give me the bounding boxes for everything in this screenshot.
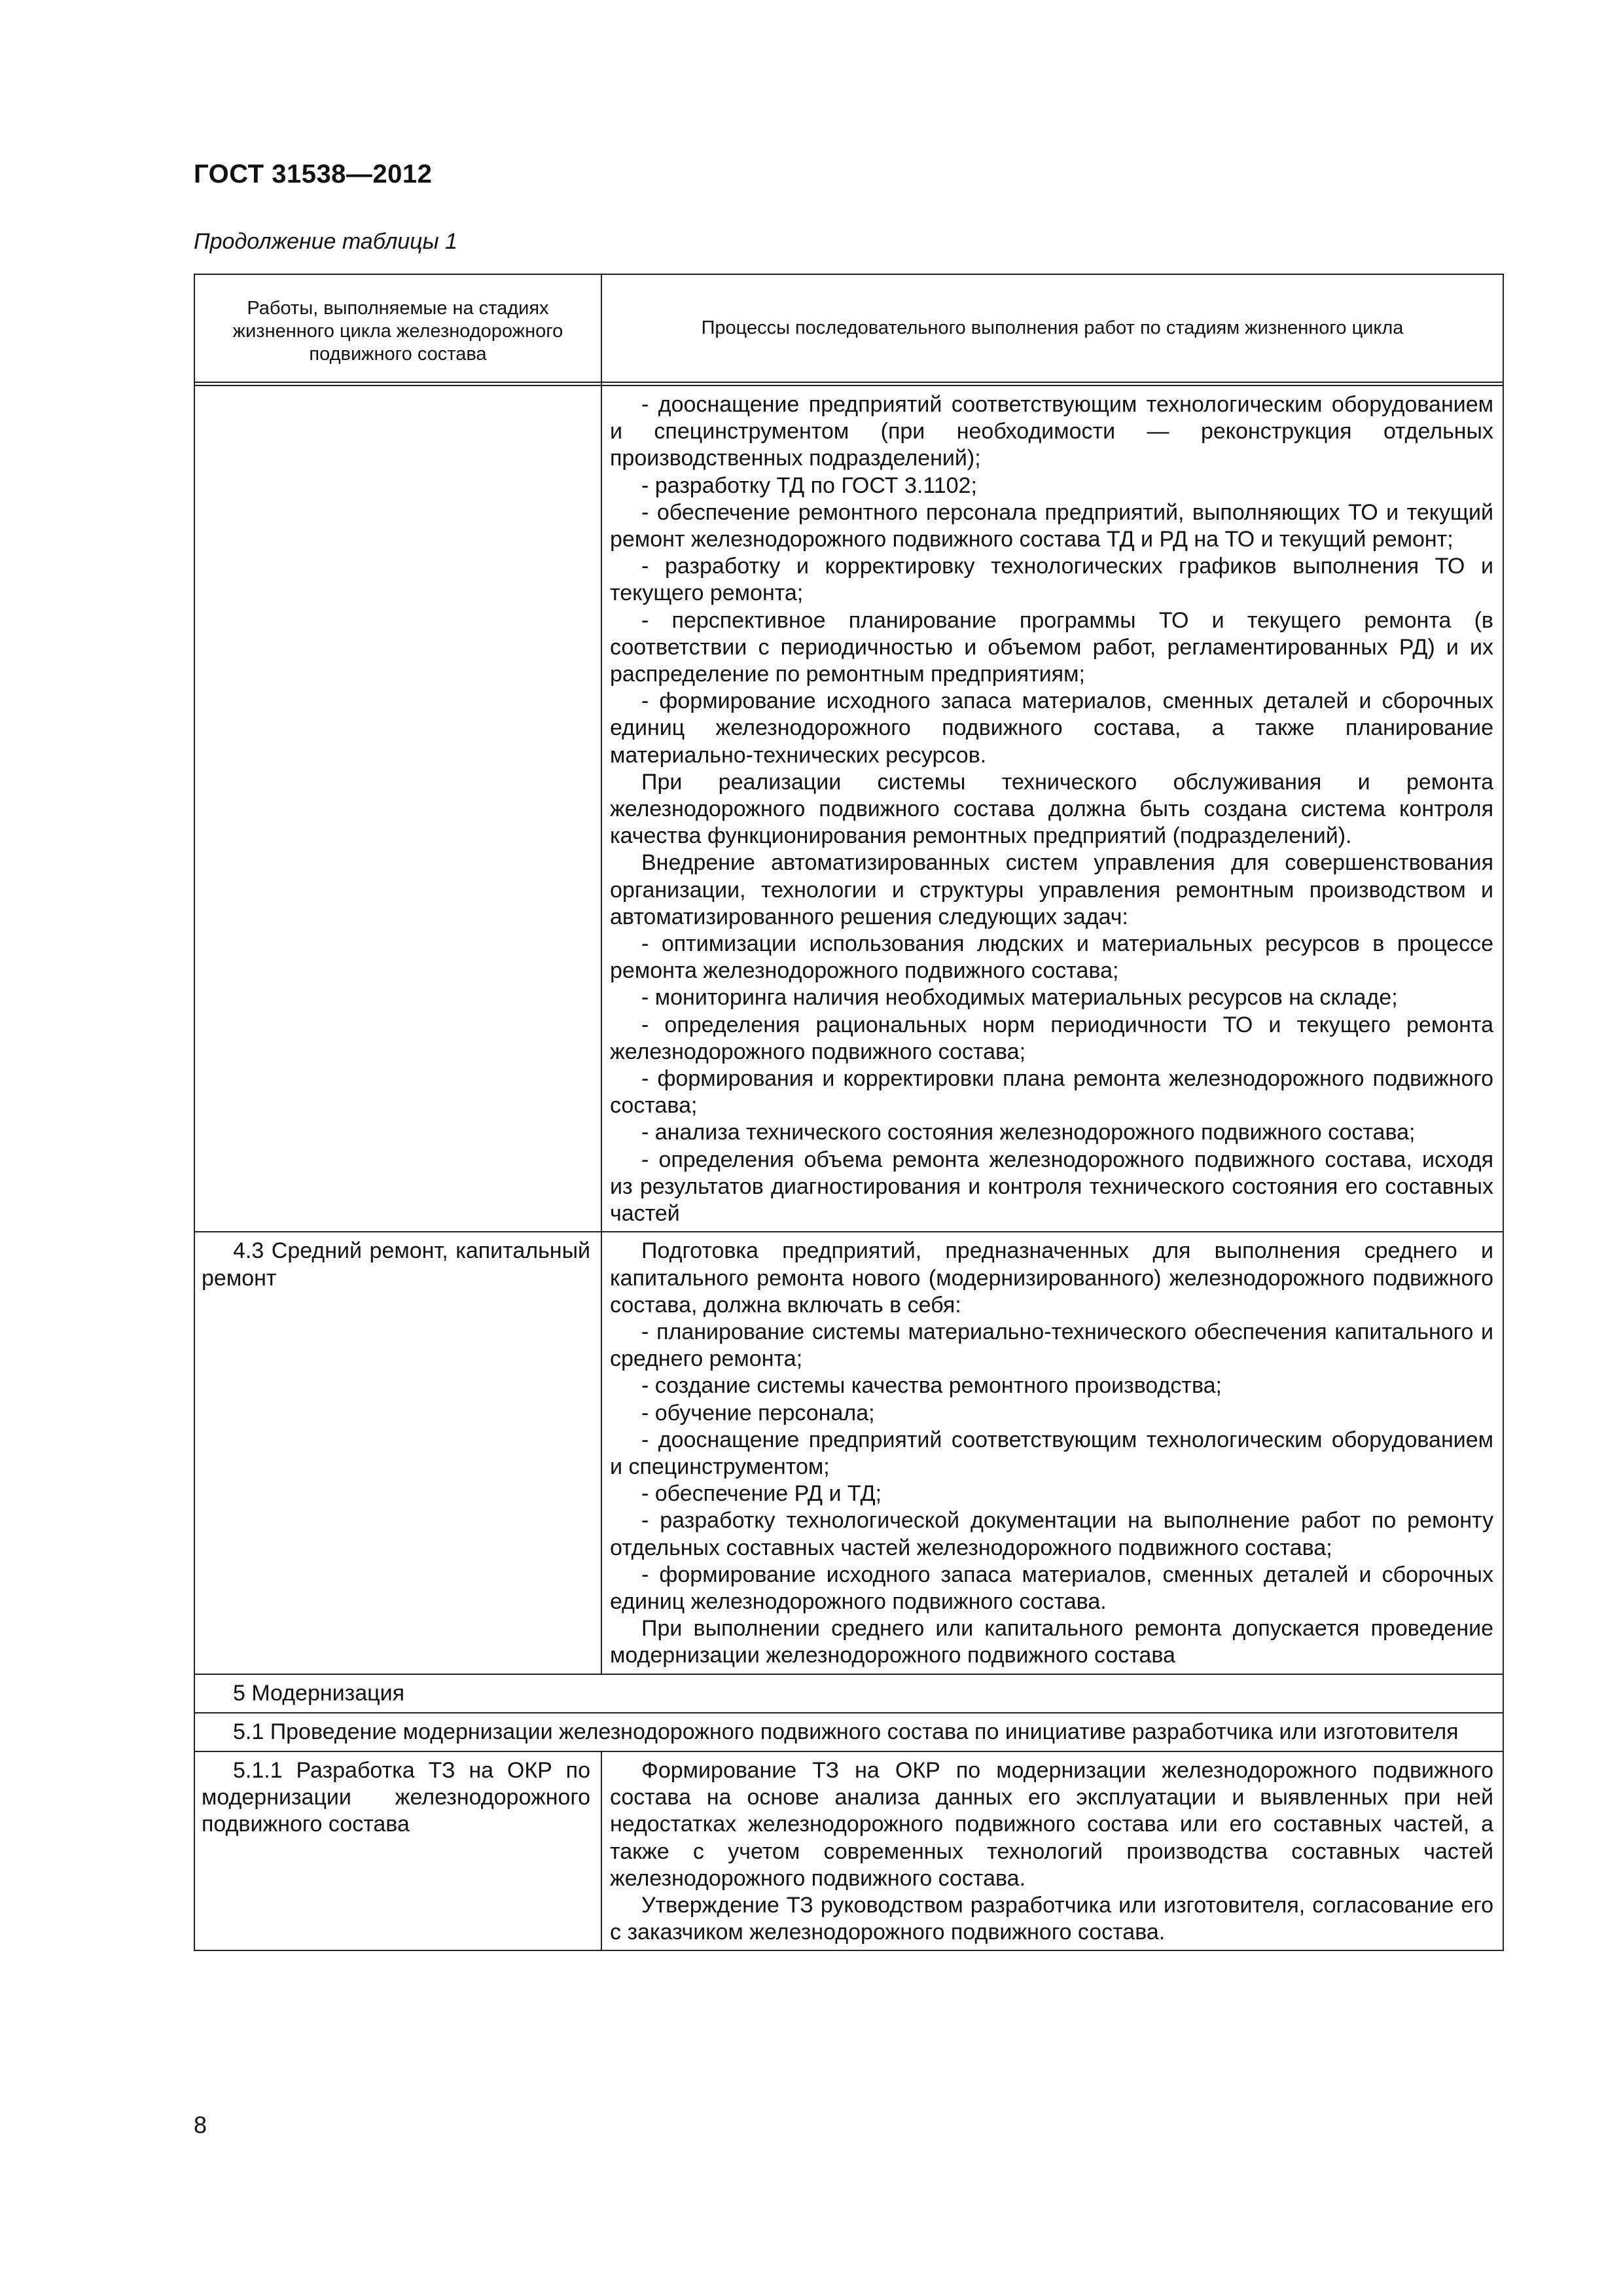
table-header-row xyxy=(194,274,1503,382)
table-row xyxy=(194,1674,1503,1713)
paragraph: - обеспечение ремонтного персонала предприятий, выполняющих ТО и текущий ремонт железнодорожного подвижного состава ТД и РД на ТО и текущий ремонт; xyxy=(610,499,1493,552)
table-row xyxy=(194,386,1503,1232)
stage-label: 5.1.1 Разработка ТЗ на ОКР по модернизации железнодорожного подвижного состава xyxy=(202,1757,590,1837)
paragraph: Подготовка предприятий, предназначенных для выполнения среднего и капитального ремонта нового (модернизированного) железнодорожного подвижного состава, должна включать в себя: xyxy=(610,1238,1493,1318)
paragraph: - создание системы качества ремонтного производства; xyxy=(641,1373,1222,1399)
row-right-cell xyxy=(601,386,1503,1232)
paragraph: - разработку и корректировку технологических графиков выполнения ТО и текущего ремонта; xyxy=(610,554,1493,606)
paragraph: При реализации системы технического обслуживания и ремонта железнодорожного подвижного состава должна быть создана система контроля качества функционирования ремонтных предприятий (подразделений). xyxy=(610,769,1493,849)
paragraph: - перспективное планирование программы ТО и текущего ремонта (в соответствии с периодичностью и объемом работ, регламентированных РД) и их распределение по ремонтным предприятиям; xyxy=(610,607,1493,687)
paragraph: - формирование исходного запаса материалов, сменных деталей и сборочных единиц железнодорожного подвижного состава. xyxy=(610,1562,1493,1614)
paragraph: Формирование ТЗ на ОКР по модернизации железнодорожного подвижного состава на основе анализа данных его эксплуатации и выявленных при ней недостатках железнодорожного подвижного состава или его составных частей, а также с учетом современных технологий производства составных частей железнодорожного подвижного состава. xyxy=(610,1757,1493,1891)
paragraph: При выполнении среднего или капитального ремонта допускается проведение модернизации железнодорожного подвижного состава xyxy=(610,1616,1493,1668)
paragraph: - анализа технического состояния железнодорожного подвижного состава; xyxy=(641,1120,1416,1145)
column-header-works: Работы, выполняемые на стадиях жизненного цикла железнодорожного подвижного состава xyxy=(194,274,601,382)
row-left-cell xyxy=(194,1232,601,1674)
column-header-processes: Процессы последовательного выполнения работ по стадиям жизненного цикла xyxy=(601,274,1503,382)
paragraph: - формирования и корректировки плана ремонта железнодорожного подвижного состава; xyxy=(610,1066,1493,1119)
stage-label: 4.3 Средний ремонт, капитальный ремонт xyxy=(202,1238,590,1291)
subsection-heading: 5.1 Проведение модернизации железнодорожного подвижного состава по инициативе разработчика или изготовителя xyxy=(233,1719,1459,1744)
section-row-cell xyxy=(194,1713,1503,1751)
paragraph: - мониторинга наличия необходимых материальных ресурсов на складе; xyxy=(641,985,1398,1011)
table-row xyxy=(194,1713,1503,1751)
section-row-cell xyxy=(194,1674,1503,1713)
row-right-cell xyxy=(601,1751,1503,1950)
paragraph: - разработку технологической документации на выполнение работ по ремонту отдельных составных частей железнодорожного подвижного состава; xyxy=(610,1508,1493,1560)
paragraph: - дооснащение предприятий соответствующим технологическим оборудованием и специнструментом (при необходимости — реконструкция отдельных производственных подразделений); xyxy=(610,392,1493,471)
paragraph: - обучение персонала; xyxy=(641,1400,875,1426)
lifecycle-table xyxy=(194,274,1504,1951)
paragraph: - дооснащение предприятий соответствующим технологическим оборудованием и специнструментом; xyxy=(610,1427,1493,1479)
table-row xyxy=(194,1232,1503,1674)
paragraph: - разработку ТД по ГОСТ 3.1102; xyxy=(641,473,977,498)
section-heading: 5 Модернизация xyxy=(233,1680,405,1706)
paragraph: - определения рациональных норм периодичности ТО и текущего ремонта железнодорожного подвижного состава; xyxy=(610,1012,1493,1064)
paragraph: Внедрение автоматизированных систем управления для совершенствования организации, технологии и структуры управления ремонтным производством и автоматизированного решения следующих задач: xyxy=(610,850,1493,929)
paragraph: - определения объема ремонта железнодорожного подвижного состава, исходя из результатов диагностирования и контроля технического состояния его составных частей xyxy=(610,1147,1493,1227)
page-number: 8 xyxy=(194,2111,207,2138)
paragraph: - планирование системы материально-технического обеспечения капитального и среднего ремонта; xyxy=(610,1319,1493,1372)
table-row xyxy=(194,1751,1503,1950)
paragraph: - обеспечение РД и ТД; xyxy=(641,1481,882,1507)
paragraph: - формирование исходного запаса материалов, сменных деталей и сборочных единиц железнодорожного подвижного состава, а также планирование материально-технических ресурсов. xyxy=(610,689,1493,768)
table-caption: Продолжение таблицы 1 xyxy=(194,229,457,254)
document-code: ГОСТ 31538—2012 xyxy=(194,160,433,188)
row-right-cell xyxy=(601,1232,1503,1674)
paragraph: - оптимизации использования людских и материальных ресурсов в процессе ремонта железнодорожного подвижного состава; xyxy=(610,931,1493,984)
row-left-cell xyxy=(194,386,601,1232)
paragraph: Утверждение ТЗ руководством разработчика или изготовителя, согласование его с заказчиком железнодорожного подвижного состава. xyxy=(610,1892,1493,1945)
row-left-cell xyxy=(194,1751,601,1950)
